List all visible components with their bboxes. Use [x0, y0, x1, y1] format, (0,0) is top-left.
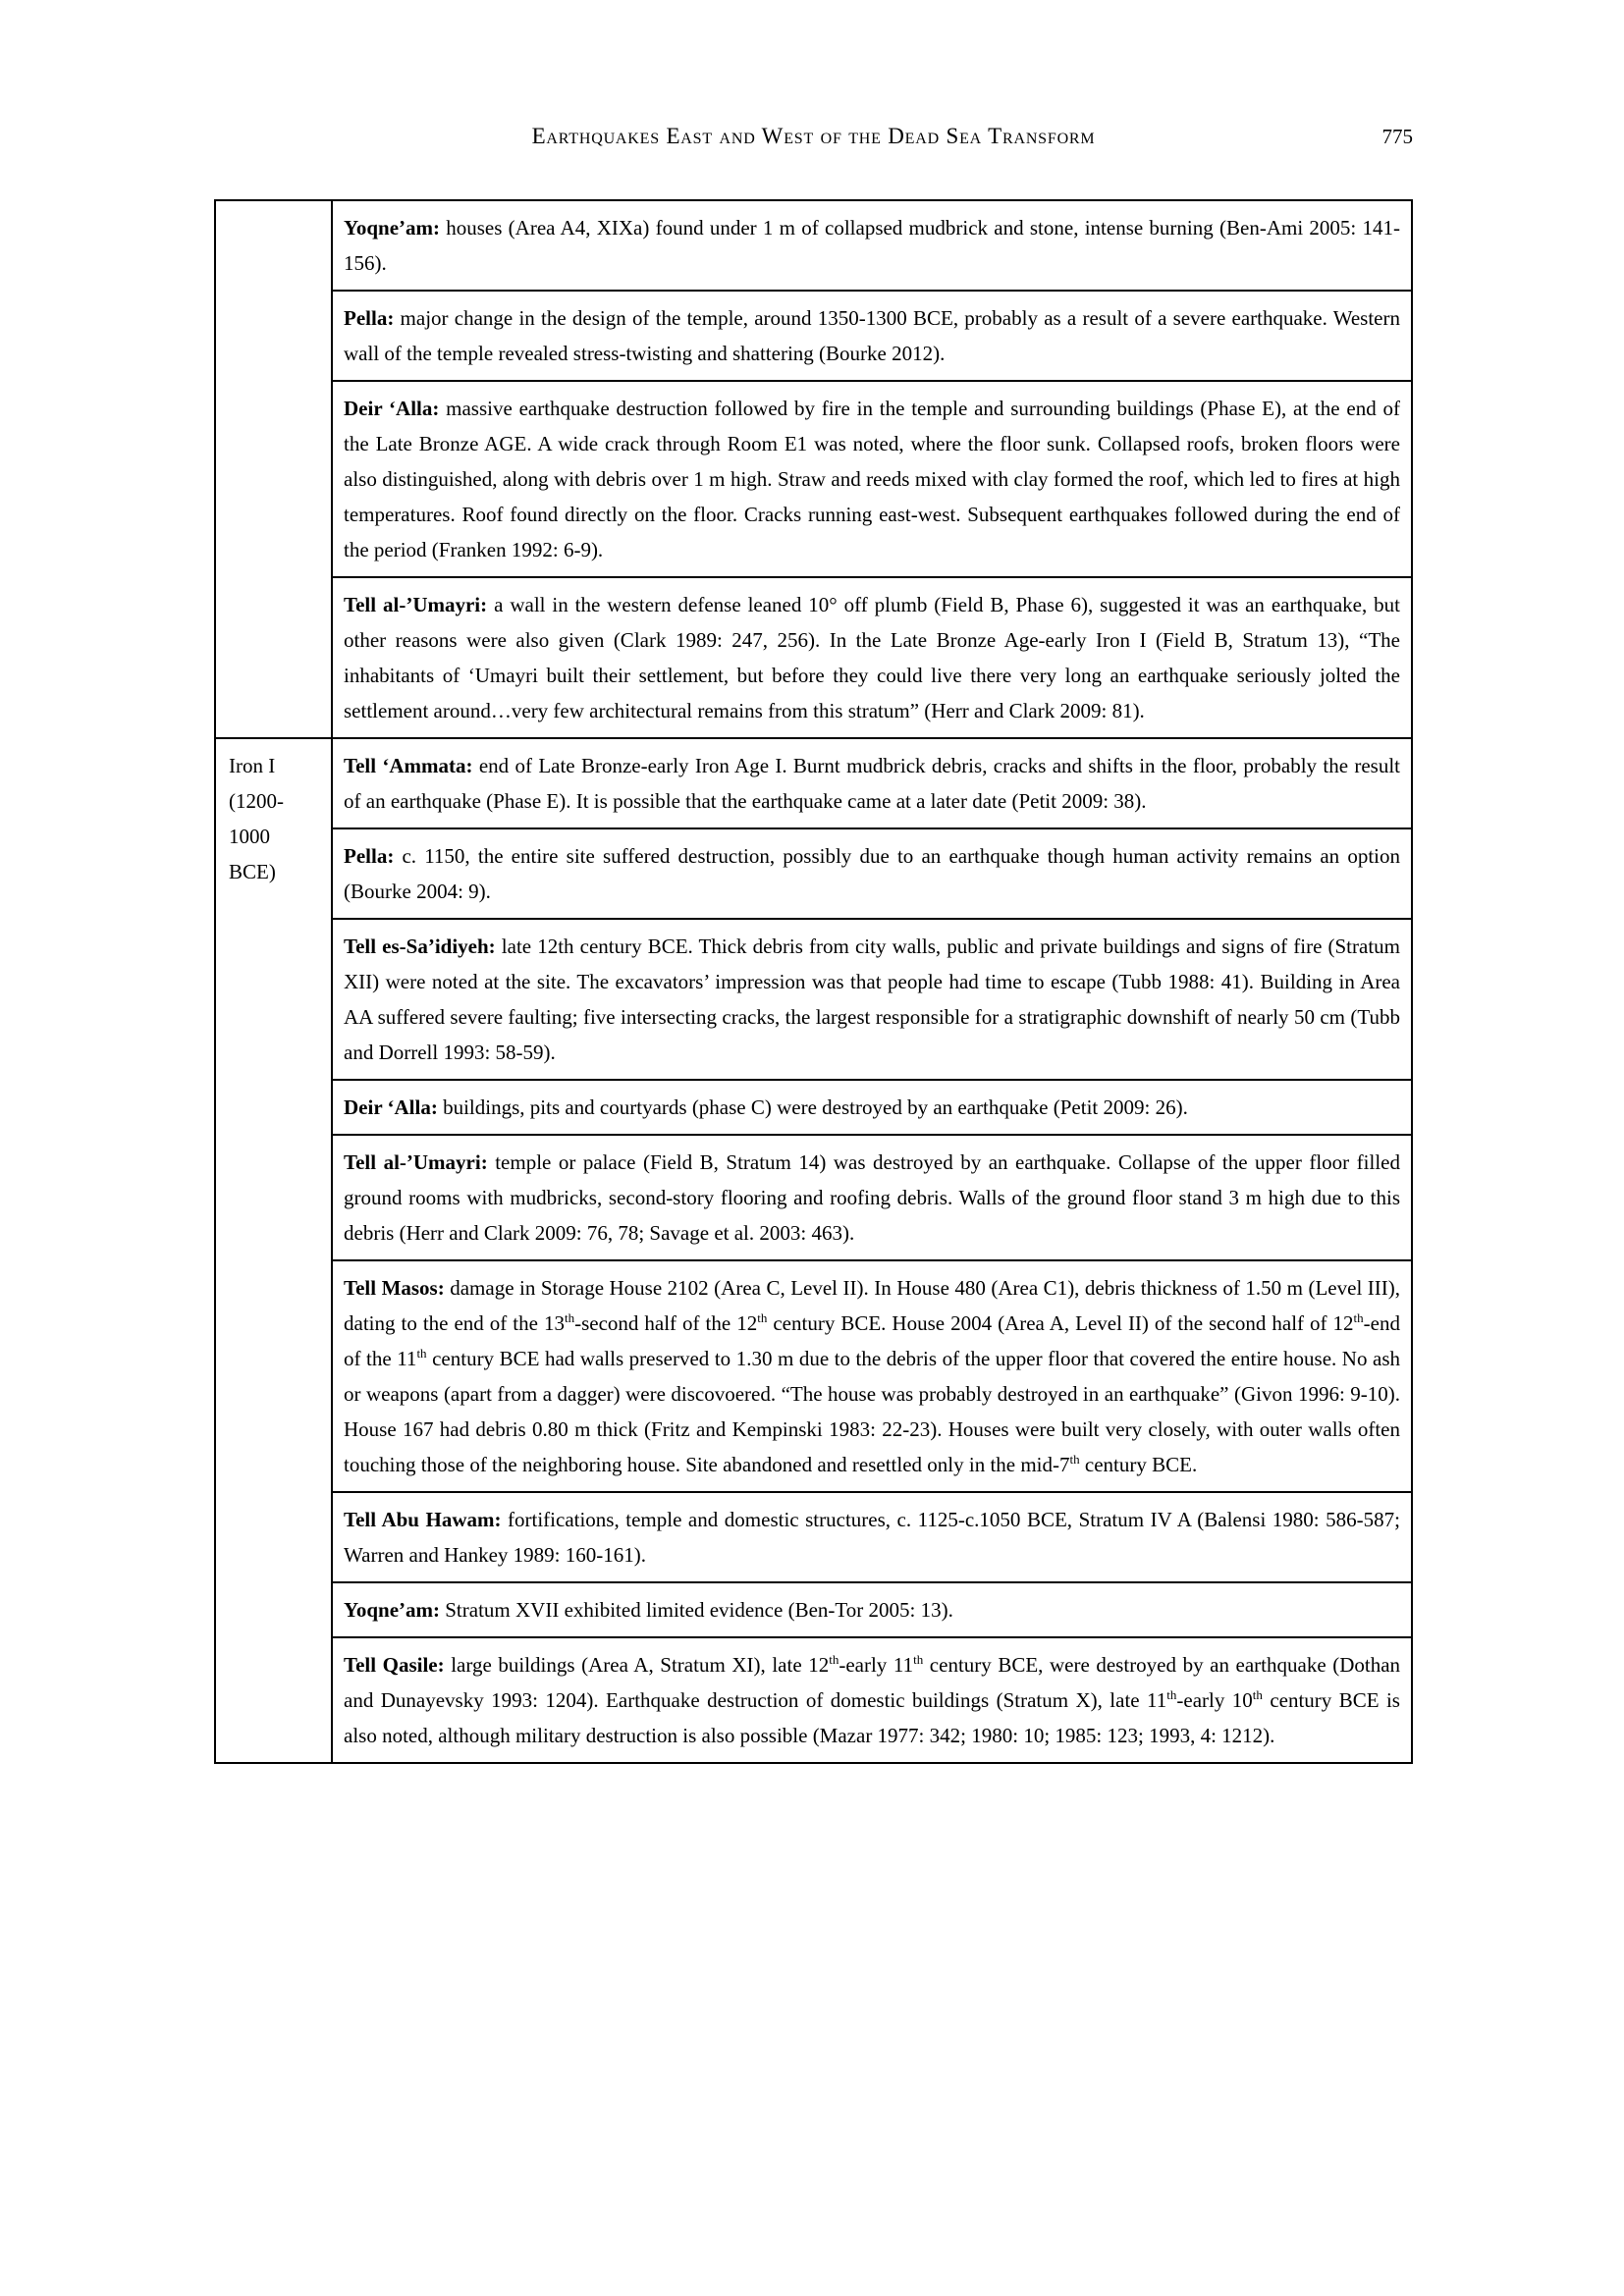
site-name: Tell al-’Umayri:: [344, 1150, 488, 1174]
row-text: buildings, pits and courtyards (phase C) were destroyed by an earthquake (Petit 2009: 26).: [437, 1095, 1188, 1119]
row-text: century BCE had walls preserved to 1.30 m due to the debris of the upper floor that covered the entire house. No ash or weapons (apart from a dagger) were discovoered. “The house was probably destroyed in an earthquake” (Givon 1996: 9-10). House 167 had debris 0.80 m thick (Fritz and Kempinski 1983: 22-23). Houses were built very closely, with outer walls often touching those of the neighboring house. Site abandoned and resettled only in the mid-7: [344, 1347, 1400, 1476]
row-text: century BCE. House 2004 (Area A, Level II) of the second half of 12: [767, 1311, 1354, 1335]
table-row: [333, 1636, 1411, 1762]
ordinal-suffix: th: [757, 1310, 768, 1325]
row-text: late 12th century BCE. Thick debris from city walls, public and private buildings and signs of fire (Stratum XII) were noted at the site. The excavators’ impression was that people had time to escape (Tubb 1988: 41). Building in Area AA suffered severe faulting; five intersecting cracks, the largest responsible for a stratigraphic downshift of nearly 50 cm (Tubb and Dorrell 1993: 58-59).: [344, 934, 1401, 1064]
site-name: Tell al-’Umayri:: [344, 593, 488, 616]
page-header-title: Earthquakes East and West of the Dead Sea Transform: [531, 124, 1096, 148]
site-name: Yoqne’am:: [344, 216, 440, 240]
row-text: -early 10: [1176, 1688, 1253, 1712]
table-row: [333, 739, 1411, 828]
table-row: [333, 1259, 1411, 1491]
table-row: [333, 576, 1411, 737]
ordinal-suffix: th: [1166, 1687, 1177, 1702]
ordinal-suffix: th: [1069, 1452, 1080, 1467]
row-text: massive earthquake destruction followed by fire in the temple and surrounding buildings (Phase E), at the end of the Late Bronze AGE. A wide crack through Room E1 was noted, where the floor sunk. Collapsed roofs, broken floors were also distinguished, along with debris over 1 m high. Straw and reeds mixed with clay formed the roof, which led to fires at high temperatures. Roof found directly on the floor. Cracks running east-west. Subsequent earthquakes followed during the end of the period (Franken 1992: 6-9).: [344, 397, 1400, 561]
site-name: Tell Masos:: [344, 1276, 445, 1300]
table-row: [333, 828, 1411, 918]
site-name: Tell es-Sa’idiyeh:: [344, 934, 496, 958]
period-cell: Iron I (1200-1000 BCE): [216, 739, 333, 1762]
row-text: century BCE.: [1079, 1453, 1198, 1476]
row-text: end of Late Bronze-early Iron Age I. Burnt mudbrick debris, cracks and shifts in the floor, probably the result of an earthquake (Phase E). It is possible that the earthquake came at a later date (Petit 2009: 38).: [344, 754, 1400, 813]
ordinal-suffix: th: [416, 1346, 427, 1361]
table-row: [333, 201, 1411, 290]
earthquake-table: [214, 199, 1413, 1764]
table-section: [216, 737, 1411, 1762]
row-text: damage in Storage House 2102 (Area C, Level II). In House 480 (Area C1), debris thickness of 1.50 m (Level III), dating to the end of the 13: [344, 1276, 1400, 1335]
table-row: [333, 1134, 1411, 1259]
site-name: Pella:: [344, 844, 395, 868]
row-text: fortifications, temple and domestic structures, c. 1125-c.1050 BCE, Stratum IV A (Balensi 1980: 586-587; Warren and Hankey 1989: 160-161).: [344, 1508, 1401, 1567]
table-row: [333, 1491, 1411, 1581]
ordinal-suffix: th: [913, 1652, 924, 1667]
row-text: -end of the 11: [344, 1311, 1400, 1370]
table-row: [333, 380, 1411, 576]
site-name: Tell Qasile:: [344, 1653, 445, 1677]
row-text: houses (Area A4, XIXa) found under 1 m of collapsed mudbrick and stone, intense burning (Ben-Ami 2005: 141-156).: [344, 216, 1400, 275]
page-number: 775: [1381, 125, 1413, 148]
site-name: Deir ‘Alla:: [344, 397, 440, 420]
table-row: [333, 1581, 1411, 1636]
table-row: [333, 290, 1411, 380]
site-name: Deir ‘Alla:: [344, 1095, 438, 1119]
table-row: [333, 918, 1411, 1079]
running-head: [214, 124, 1413, 157]
ordinal-suffix: th: [1353, 1310, 1364, 1325]
row-text: temple or palace (Field B, Stratum 14) was destroyed by an earthquake. Collapse of the upper floor filled ground rooms with mudbricks, second-story flooring and roofing debris. Walls of the ground floor stand 3 m high due to this debris (Herr and Clark 2009: 76, 78; Savage et al. 2003: 463).: [344, 1150, 1400, 1245]
period-cell: [216, 201, 333, 737]
row-text: century BCE, were destroyed by an earthquake (Dothan and Dunayevsky 1993: 1204). Earthquake destruction of domestic buildings (Stratum X), late 11: [344, 1653, 1401, 1712]
table-row: [333, 1079, 1411, 1134]
row-text: c. 1150, the entire site suffered destruction, possibly due to an earthquake though human activity remains an option (Bourke 2004: 9).: [344, 844, 1400, 903]
site-name: Tell Abu Hawam:: [344, 1508, 502, 1531]
row-text: Stratum XVII exhibited limited evidence (Ben-Tor 2005: 13).: [440, 1598, 953, 1622]
row-text: -second half of the 12: [574, 1311, 758, 1335]
table-section: [216, 201, 1411, 737]
section-rows: [333, 739, 1411, 1762]
site-name: Pella:: [344, 306, 395, 330]
site-name: Yoqne’am:: [344, 1598, 440, 1622]
ordinal-suffix: th: [564, 1310, 575, 1325]
row-text: a wall in the western defense leaned 10° off plumb (Field B, Phase 6), suggested it was an earthquake, but other reasons were also given (Clark 1989: 247, 256). In the Late Bronze Age-early Iron I (Field B, Stratum 13), “The inhabitants of ‘Umayri built their settlement, but before they could live there very long an earthquake seriously jolted the settlement around…very few architectural remains from this stratum” (Herr and Clark 2009: 81).: [344, 593, 1400, 722]
row-text: large buildings (Area A, Stratum XI), late 12: [444, 1653, 830, 1677]
row-text: major change in the design of the temple, around 1350-1300 BCE, probably as a result of a severe earthquake. Western wall of the temple revealed stress-twisting and shattering (Bourke 2012).: [344, 306, 1400, 365]
ordinal-suffix: th: [1252, 1687, 1263, 1702]
section-rows: [333, 201, 1411, 737]
row-text: -early 11: [839, 1653, 914, 1677]
ordinal-suffix: th: [829, 1652, 839, 1667]
row-text: century BCE is also noted, although military destruction is also possible (Mazar 1977: 342; 1980: 10; 1985: 123; 1993, 4: 1212).: [344, 1688, 1400, 1747]
site-name: Tell ‘Ammata:: [344, 754, 473, 777]
